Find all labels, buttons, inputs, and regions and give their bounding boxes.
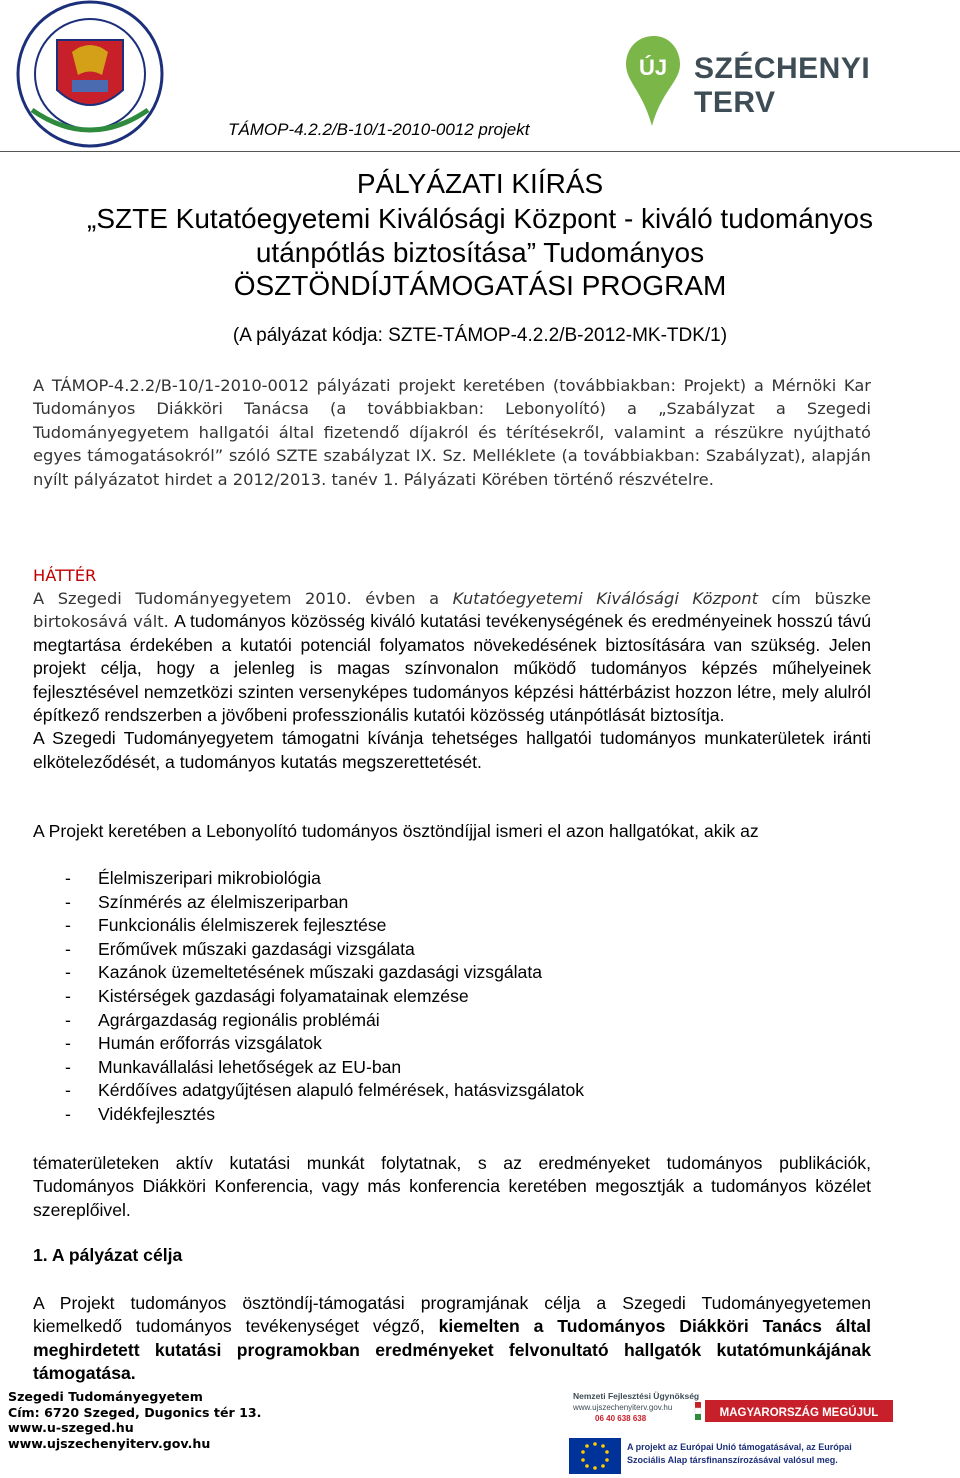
list-item: - Agrárgazdaság regionális problémái: [65, 1009, 380, 1030]
research-topics-list: [33, 867, 584, 1127]
eu-support-line-2: Szociális Alap társfinanszírozásával valósul meg.: [627, 1455, 838, 1465]
closing-paragraph: tématerületeken aktív kutatási munkát folytatnak, s az eredményeket tudományos publikációk, Tudományos Diákköri Konferencia, vagy más konferencia keretében megosztják a tudományos közélet szereplőivel.: [33, 1153, 871, 1220]
footer-address: Cím: 6720 Szeged, Dugonics tér 13.: [8, 1404, 262, 1420]
background-p1-italic: Kutatóegyetemi Kiválósági Központ: [452, 589, 758, 608]
list-item: - Funkcionális élelmiszerek fejlesztése: [65, 915, 387, 936]
header-divider: [0, 151, 960, 152]
background-p3: A Szegedi Tudományegyetem támogatni kívánja tehetséges hallgatói tudományos munkaterületek iránti elköteleződését, a tudományos kutatás megszerettetését.: [33, 728, 871, 772]
list-item: - Vidékfejlesztés: [65, 1103, 216, 1124]
section-1-body: A Projekt tudományos ösztöndíj-támogatási programjának célja a Szegedi Tudományegyetemen kiemelkedő tudományos tevékenységet végző, kiemelten a Tudományos Diákköri Tanács által meghirdetett kutatási programokban eredményeket felvonultató hallgatók kutatómunkájának támogatása.: [33, 1293, 871, 1384]
eu-support-line-1: A projekt az Európai Unió támogatásával, az Európai: [627, 1442, 852, 1452]
background-p1-after: cím büszke birtokosává vált.: [33, 589, 871, 632]
title-line-2: „SZTE Kutatóegyetemi Kiválósági Központ - kiváló tudományos: [87, 203, 873, 234]
hungary-renews-banner: MAGYARORSZÁG MEGÚJUL: [719, 1407, 879, 1419]
nfu-website: www.ujszechenyiterv.gov.hu: [573, 1403, 673, 1412]
section-1-bold-text: kiemelten a Tudományos Diákköri Tanács által meghirdetett kutatási programokban eredményeket felvonultató hallgatók kutatómunkájának támogatása.: [33, 1316, 871, 1384]
list-item: - Élelmiszeripari mikrobiológia: [65, 868, 321, 888]
list-item: - Erőművek műszaki gazdasági vizsgálata: [65, 938, 415, 959]
intro-paragraph: A TÁMOP-4.2.2/B-10/1-2010-0012 pályázati projekt keretében (továbbiakban: Projekt) a Mérnöki Kar Tudományos Diákköri Tanácsa (a továbbiakban: Lebonyolító) a „Szabályzat a Szegedi Tudományegyetem hallgatói által fizetendő díjakról és térítésekről, valamint a részükre nyújtható egyes támogatásokról” szóló SZTE szabályzat IX. Sz. Melléklete (a továbbiakban: Szabályzat), alapján nyílt pályázatot hirdet a 2012/2013. tanév 1. Pályázati Körében történő részvételre.: [33, 376, 871, 489]
footer-website-2[interactable]: www.ujszechenyiterv.gov.hu: [8, 1435, 211, 1451]
application-code: (A pályázat kódja: SZTE-TÁMOP-4.2.2/B-2012-MK-TDK/1): [232, 325, 728, 346]
title-line-4: ÖSZTÖNDÍJTÁMOGATÁSI PROGRAM: [233, 270, 727, 301]
logo-badge-text: ÚJ: [638, 55, 668, 80]
list-item: - Kérdőíves adatgyűjtésen alapuló felmérések, hatásvizsgálatok: [65, 1080, 585, 1101]
list-item: - Kistérségek gazdasági folyamatainak elemzése: [65, 985, 469, 1006]
list-item: - Kazánok üzemeltetésének műszaki gazdasági vizsgálata: [65, 962, 543, 983]
nfu-name: Nemzeti Fejlesztési Ügynökség: [573, 1391, 700, 1401]
szechenyi-terv-wordmark: SZÉCHENYI TERV: [694, 52, 871, 119]
project-code-header: TÁMOP-4.2.2/B-10/1-2010-0012 projekt: [228, 120, 530, 139]
background-paragraph-1: [33, 587, 871, 774]
footer-contact: [8, 1389, 261, 1451]
list-intro-paragraph: A Projekt keretében a Lebonyolító tudományos ösztöndíjjal ismeri el azon hallgatókat, akik az: [33, 821, 759, 841]
list-item: - Munkavállalási lehetőségek az EU-ban: [65, 1056, 402, 1077]
title-line-3: utánpótlás biztosítása” Tudományos: [255, 237, 705, 268]
section-1-heading: 1. A pályázat célja: [33, 1245, 183, 1265]
title-line-1: PÁLYÁZATI KIÍRÁS: [356, 168, 604, 199]
footer-funding-logos: [565, 1388, 895, 1476]
background-p1-before: A Szegedi Tudományegyetem 2010. évben a: [33, 589, 453, 608]
footer-website-1[interactable]: www.u-szeged.hu: [8, 1420, 134, 1435]
nfu-phone: 06 40 638 638: [595, 1414, 647, 1423]
background-heading: HÁTTÉR: [33, 566, 97, 585]
list-item: - Színmérés az élelmiszeriparban: [65, 891, 349, 912]
background-p2: A tudományos közösség kiváló kutatási tevékenységének és eredményeinek hosszú távú megtartása érdekében a kutatói potenciál folyamatos növekedésének biztosítására van szükség. Jelen projekt célja, hogy a jelenleg is magas színvonalon működő tudományos képzés műhelyeinek fejlesztésével nemzetközi szinten versenyképes tudományos képzési háttérbázist hozzon létre, mely alulról építkező rendszerben a jövőbeni professzionális kutatói közösség utánpótlását biztosítja.: [33, 611, 871, 726]
list-item: - Humán erőforrás vizsgálatok: [65, 1033, 322, 1054]
footer-org: Szegedi Tudományegyetem: [8, 1389, 203, 1404]
university-seal-logo: [2, 0, 178, 150]
